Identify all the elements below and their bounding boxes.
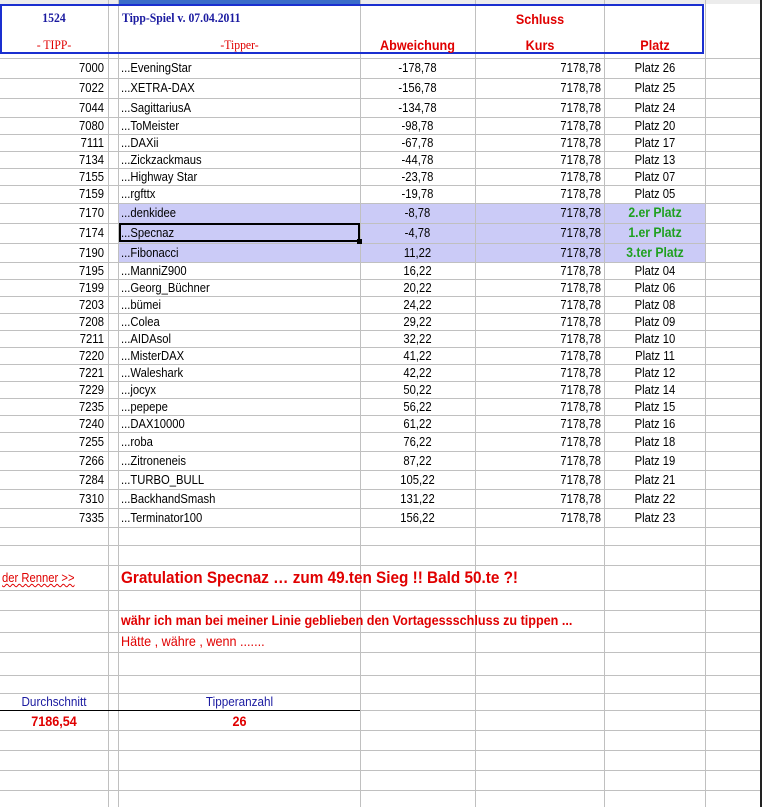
durchschnitt-label: Durchschnitt (21, 694, 87, 709)
abweichung-value[interactable]: 105,22 (400, 472, 435, 487)
platz-value[interactable]: Platz 21 (634, 472, 676, 487)
platz-value[interactable]: Platz 11 (635, 348, 675, 363)
platz-value[interactable]: Platz 24 (634, 100, 676, 115)
tipp-value[interactable]: 7170 (78, 206, 104, 220)
tipp-header: - TIPP- (36, 37, 72, 52)
column-gridline (475, 0, 476, 807)
kurs-value[interactable]: 7178,78 (560, 152, 601, 167)
row-gridline (0, 610, 760, 611)
kurs-value[interactable]: 7178,78 (560, 365, 601, 380)
abweichung-value[interactable]: 20,22 (403, 280, 432, 295)
column-gridline (108, 0, 109, 807)
abweichung-value[interactable]: -67,78 (401, 135, 434, 150)
platz-value[interactable]: Platz 18 (634, 434, 676, 449)
platz-value[interactable]: Platz 09 (634, 314, 676, 329)
kurs-value[interactable]: 7178,78 (560, 206, 601, 220)
platz-value[interactable]: 1.er Platz (628, 225, 682, 240)
abweichung-value[interactable]: -156,78 (398, 81, 437, 95)
kurs-value[interactable]: 7178,78 (560, 245, 601, 260)
row-gridline (0, 790, 760, 791)
kurs-value[interactable]: 7178,78 (560, 226, 601, 240)
abweichung-value[interactable]: 11,22 (403, 245, 432, 260)
kurs-value[interactable]: 7178,78 (560, 118, 601, 133)
tipp-value[interactable]: 7080 (78, 118, 104, 133)
platz-value[interactable]: Platz 08 (634, 297, 676, 312)
kurs-value[interactable]: 7178,78 (560, 382, 601, 397)
tipper-name[interactable]: ...bümei (121, 297, 162, 312)
tipper-name[interactable]: ...roba (121, 434, 153, 449)
abweichung-value[interactable]: 42,22 (403, 365, 432, 380)
tipp-value[interactable]: 7044 (78, 100, 104, 115)
tipp-value[interactable]: 7022 (78, 81, 104, 95)
kurs-value[interactable]: 7178,78 (560, 135, 601, 150)
tipper-name[interactable]: ...ToMeister (121, 118, 180, 133)
comment-line-1: währ ich man bei meiner Linie geblieben den Vortagessschluss zu tippen ... (121, 612, 573, 628)
tipper-name[interactable]: ...Highway Star (121, 169, 198, 184)
gratulation-text: Gratulation Specnaz … zum 49.ten Sieg !! Bald 50.te ?! (121, 568, 519, 587)
abweichung-value[interactable]: -19,78 (401, 187, 434, 201)
platz-value[interactable]: Platz 25 (634, 81, 676, 95)
platz-value[interactable]: Platz 23 (634, 510, 676, 525)
tipp-value[interactable]: 7255 (78, 434, 104, 449)
platz-value[interactable]: Platz 16 (634, 416, 676, 431)
tipper-name[interactable]: ...ManniZ900 (121, 263, 187, 278)
platz-value[interactable]: 3.ter Platz (626, 244, 684, 260)
tipper-name[interactable]: ...Terminator100 (121, 510, 203, 525)
tipper-name[interactable]: ...Specnaz (121, 226, 175, 240)
tipp-value[interactable]: 7174 (78, 226, 104, 240)
tipper-name[interactable]: ...pepepe (121, 399, 168, 414)
platz-value[interactable]: 2.er Platz (628, 205, 682, 220)
tipper-name[interactable]: ...SagittariusA (121, 100, 192, 115)
platz-value[interactable]: Platz 10 (634, 331, 676, 346)
kurs-value[interactable]: 7178,78 (560, 280, 601, 295)
abweichung-value[interactable]: -44,78 (401, 152, 434, 167)
kurs-header: Kurs (525, 37, 555, 53)
durchschnitt-value: 7186,54 (31, 713, 77, 729)
tipper-name[interactable]: ...XETRA-DAX (121, 81, 195, 95)
kurs-value[interactable]: 7178,78 (560, 416, 601, 431)
platz-value[interactable]: Platz 17 (634, 135, 676, 150)
platz-value[interactable]: Platz 26 (634, 61, 676, 75)
tipp-value[interactable]: 7000 (78, 61, 104, 75)
kurs-value[interactable]: 7178,78 (560, 100, 601, 115)
platz-value[interactable]: Platz 13 (634, 152, 676, 167)
column-gridline (705, 0, 706, 807)
tipper-name[interactable]: ...rgfttx (121, 187, 156, 201)
abweichung-value[interactable]: 156,22 (400, 510, 435, 525)
abweichung-value[interactable]: 16,22 (403, 263, 432, 278)
tipper-name[interactable]: ...MisterDAX (121, 348, 185, 363)
game-title: Tipp-Spiel v. 07.04.2011 (122, 10, 241, 25)
abweichung-value[interactable]: 24,22 (403, 297, 432, 312)
kurs-value[interactable]: 7178,78 (560, 331, 601, 346)
tipper-name[interactable]: ...DAXii (121, 135, 159, 150)
platz-value[interactable]: Platz 07 (634, 169, 676, 184)
tipp-value[interactable]: 7211 (79, 331, 104, 346)
platz-value[interactable]: Platz 15 (634, 399, 676, 414)
platz-value[interactable]: Platz 06 (634, 280, 676, 295)
platz-value[interactable]: Platz 05 (634, 187, 676, 201)
renner-label (2, 570, 75, 586)
platz-value[interactable]: Platz 14 (634, 382, 676, 397)
kurs-value[interactable]: 7178,78 (560, 81, 601, 95)
tipper-name[interactable]: ...Zickzackmaus (121, 152, 202, 167)
tipp-value[interactable]: 7220 (78, 348, 104, 363)
platz-value[interactable]: Platz 19 (634, 453, 676, 468)
kurs-value[interactable]: 7178,78 (560, 399, 601, 414)
tipper-header: -Tipper- (220, 37, 259, 52)
schluss-header: Schluss (515, 11, 565, 27)
tipper-name[interactable]: ...EveningStar (121, 61, 192, 75)
summary-divider (0, 710, 360, 711)
tipp-value[interactable]: 7235 (78, 399, 104, 414)
kurs-value[interactable]: 7178,78 (560, 297, 601, 312)
kurs-value[interactable]: 7178,78 (560, 187, 601, 201)
platz-header: Platz (640, 37, 670, 53)
tipp-value[interactable]: 7195 (78, 263, 104, 278)
platz-value[interactable]: Platz 12 (634, 365, 676, 380)
tipp-value[interactable]: 7284 (78, 472, 104, 487)
row-gridline (0, 750, 760, 751)
row-gridline (0, 770, 760, 771)
abweichung-value[interactable]: 87,22 (403, 453, 432, 468)
tipper-name[interactable]: ...DAX10000 (121, 416, 185, 431)
tipp-value[interactable]: 7240 (78, 416, 104, 431)
row-gridline (0, 565, 760, 566)
abweichung-value[interactable]: 32,22 (403, 331, 432, 346)
kurs-value[interactable]: 7178,78 (560, 348, 601, 363)
row-gridline (0, 78, 760, 79)
platz-value[interactable]: Platz 04 (634, 263, 676, 278)
abweichung-value[interactable]: -23,78 (401, 169, 434, 184)
kurs-value[interactable]: 7178,78 (560, 314, 601, 329)
tipp-value[interactable]: 7266 (78, 453, 104, 468)
tipper-name[interactable]: ...AIDAsol (121, 331, 172, 346)
kurs-value[interactable]: 7178,78 (560, 472, 601, 487)
tipper-name[interactable]: ...BackhandSmash (121, 491, 216, 506)
abweichung-value[interactable]: 50,22 (403, 382, 432, 397)
tipperanzahl-label: Tipperanzahl (205, 694, 274, 709)
tipp-value[interactable]: 7335 (78, 510, 104, 525)
tipper-name[interactable]: ...TURBO_BULL (121, 472, 205, 487)
kurs-value[interactable]: 7178,78 (560, 510, 601, 525)
row-gridline (0, 675, 760, 676)
column-gridline (604, 0, 605, 807)
abweichung-value[interactable]: -8,78 (404, 206, 431, 220)
row-gridline (0, 203, 760, 204)
abweichung-value[interactable]: -4,78 (404, 226, 431, 240)
tipper-name[interactable]: ...Colea (121, 314, 160, 329)
tipp-value[interactable]: 7229 (78, 382, 104, 397)
comment-line-2: Hätte , währe , wenn ....... (121, 633, 265, 649)
tipper-name[interactable]: ...denkidee (121, 206, 177, 220)
abweichung-value[interactable]: -134,78 (398, 100, 437, 115)
abweichung-value[interactable]: 76,22 (403, 434, 432, 449)
abweichung-value[interactable]: -98,78 (401, 118, 434, 133)
abweichung-header: Abweichung (380, 37, 455, 53)
tipp-value[interactable]: 7199 (78, 280, 104, 295)
row-gridline (0, 632, 760, 633)
kurs-value[interactable]: 7178,78 (560, 453, 601, 468)
row-gridline (0, 590, 760, 591)
abweichung-value[interactable]: 29,22 (403, 314, 432, 329)
tipp-value[interactable]: 7190 (78, 245, 104, 260)
platz-value[interactable]: Platz 22 (634, 491, 676, 506)
tipp-value[interactable]: 7203 (78, 297, 104, 312)
kurs-value[interactable]: 7178,78 (560, 169, 601, 184)
renner-text: der Renner >> (2, 571, 75, 585)
tipp-value[interactable]: 7111 (80, 135, 104, 150)
tipper-name[interactable]: ...Waleshark (121, 365, 184, 380)
tipp-value[interactable]: 7159 (78, 187, 104, 201)
abweichung-value[interactable]: 131,22 (400, 491, 435, 506)
active-cell-cursor[interactable] (119, 223, 360, 242)
column-gridline (360, 0, 361, 807)
game-number: 1524 (42, 10, 66, 25)
tipp-value[interactable]: 7310 (78, 491, 104, 506)
tipper-name[interactable]: ...Georg_Büchner (121, 280, 210, 295)
abweichung-value[interactable]: 61,22 (403, 416, 432, 431)
row-gridline (0, 527, 760, 528)
platz-value[interactable]: Platz 20 (634, 118, 676, 133)
abweichung-value[interactable]: -178,78 (398, 61, 437, 75)
row-gridline (0, 730, 760, 731)
tipper-name[interactable]: ...Zitroneneis (121, 453, 187, 468)
tipper-name[interactable]: ...jocyx (121, 382, 157, 397)
tipper-name[interactable]: ...Fibonacci (121, 245, 179, 260)
kurs-value[interactable]: 7178,78 (560, 491, 601, 506)
tipp-value[interactable]: 7134 (78, 152, 104, 167)
column-gridline (118, 0, 119, 807)
kurs-value[interactable]: 7178,78 (560, 263, 601, 278)
row-gridline (0, 693, 760, 694)
tipp-value[interactable]: 7221 (78, 365, 104, 380)
abweichung-value[interactable]: 41,22 (403, 348, 432, 363)
row-gridline (0, 223, 760, 224)
kurs-value[interactable]: 7178,78 (560, 61, 601, 75)
row-gridline (0, 545, 760, 546)
row-gridline (0, 58, 760, 59)
abweichung-value[interactable]: 56,22 (403, 399, 432, 414)
row-gridline (0, 652, 760, 653)
tipp-value[interactable]: 7155 (78, 169, 104, 184)
tipperanzahl-value: 26 (232, 713, 247, 729)
kurs-value[interactable]: 7178,78 (560, 434, 601, 449)
tipp-value[interactable]: 7208 (78, 314, 104, 329)
